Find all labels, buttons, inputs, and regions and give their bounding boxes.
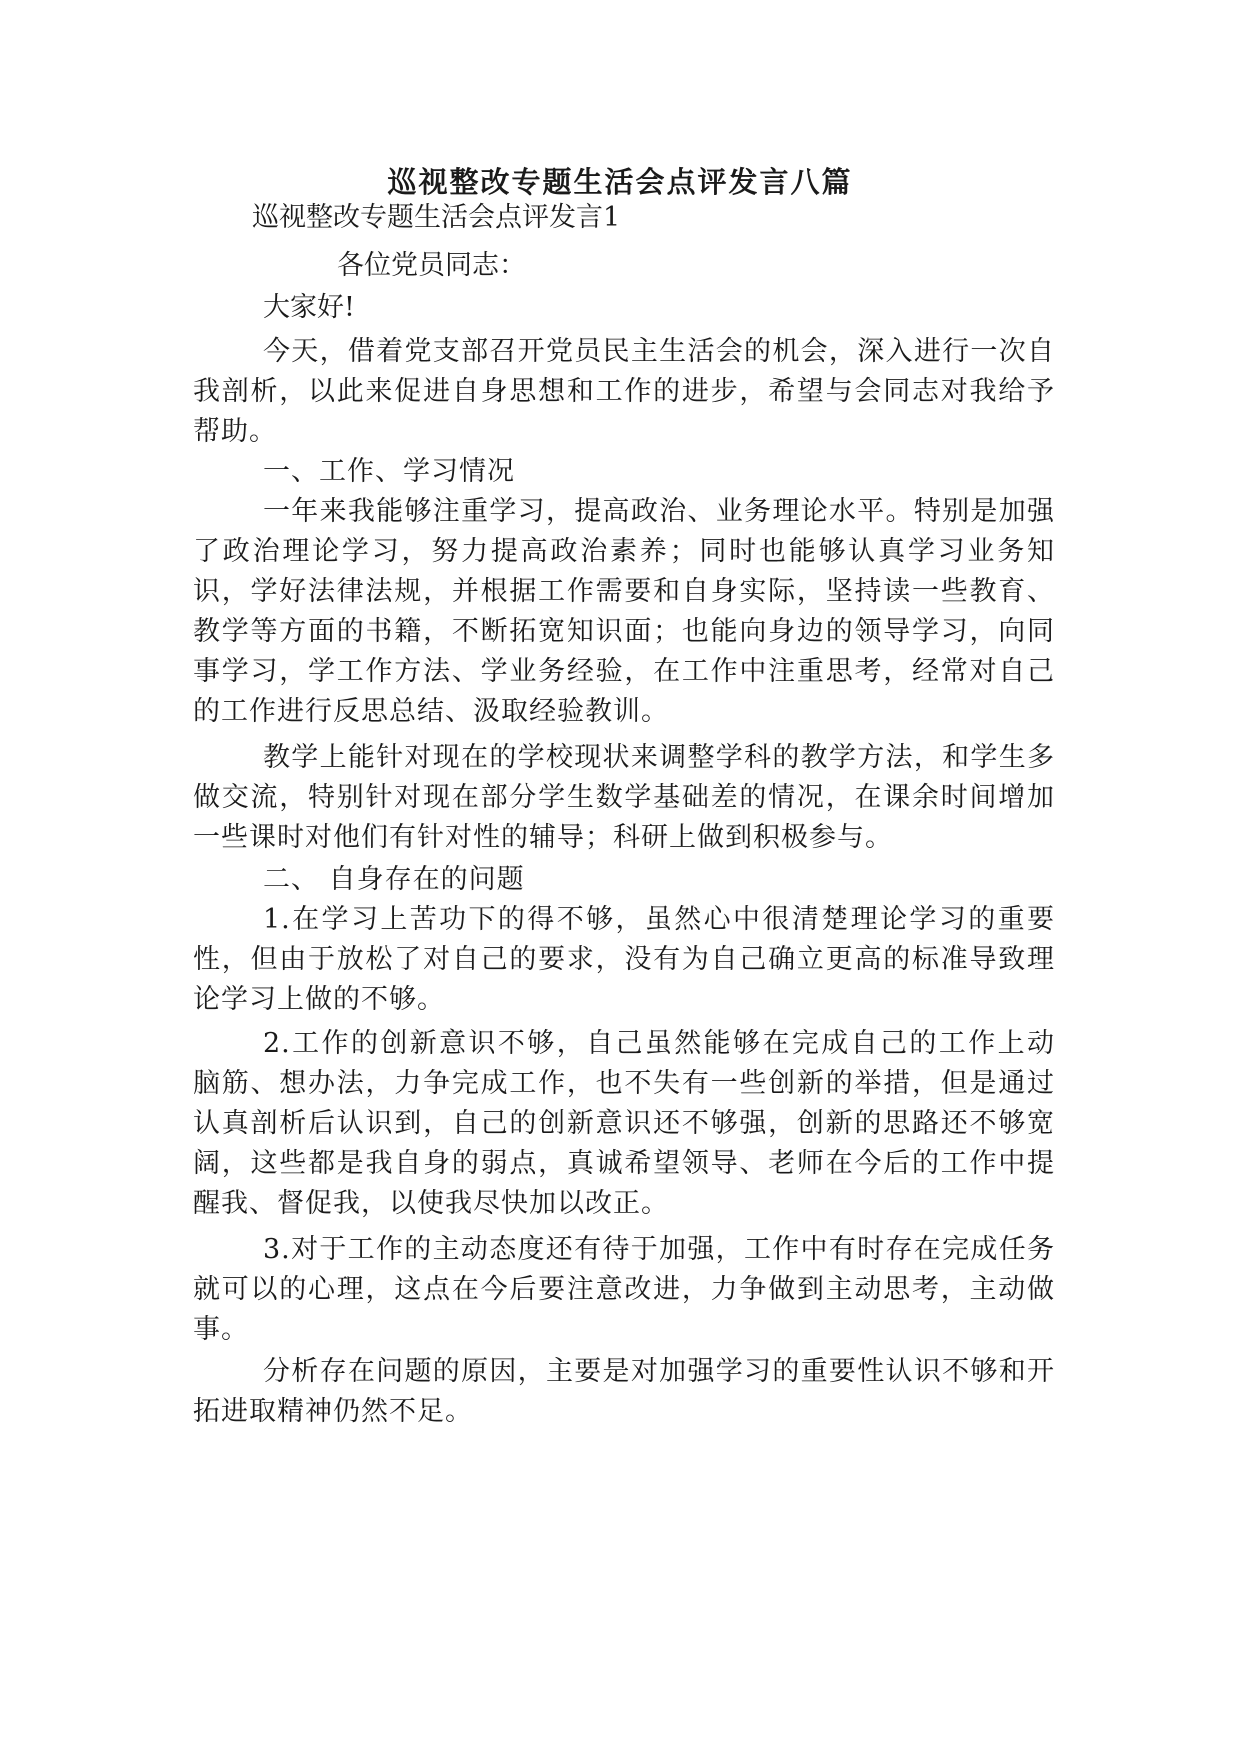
greeting: 大家好!	[263, 292, 355, 323]
paragraph-problem-2: 2.工作的创新意识不够，自己虽然能够在完成自己的工作上动 脑筋、想办法，力争完成工作，也不失有一些创新的举措，但是通过 认真剖析后认识到，自己的创新意识还不够强，创新的思路还不够宽 阔，这些都是我自身的弱点，真诚希望领导、老师在今后的工作中提 醒我、督促我，以使我尽快加以改正。	[193, 1028, 1055, 1219]
heading-work-study: 一、工作、学习情况	[263, 456, 515, 487]
paragraph-work-study: 一年来我能够注重学习，提高政治、业务理论水平。特别是加强了政治理论学习，努力提高政治素养；同时也能够认真学习业务知识，学好法律法规，并根据工作需要和自身实际，坚持读一些教育、 教学等方面的书籍，不断拓宽知识面；也能向身边的领导学习，向同 事学习，学工作方法、学业务经验，在工作中注重思考，经常对自己 的工作进行反思总结、汲取经验教训。	[193, 496, 1055, 727]
paragraph-causes: 分析存在问题的原因，主要是对加强学习的重要性认识不够和开拓进取精神仍然不足。	[193, 1356, 1055, 1427]
paragraph-problem-3: 3.对于工作的主动态度还有待于加强，工作中有时存在完成任务就可以的心理，这点在今后要注意改进，力争做到主动思考，主动做事。	[193, 1234, 1055, 1345]
heading-problems: 二、 自身存在的问题	[263, 864, 525, 895]
paragraph-teaching: 教学上能针对现在的学校现状来调整学科的教学方法，和学生多做交流，特别针对现在部分学生数学基础差的情况，在课余时间增加一些课时对他们有针对性的辅导；科研上做到积极参与。	[193, 742, 1055, 853]
paragraph-intro: 今天，借着党支部召开党员民主生活会的机会，深入进行一次自我剖析，以此来促进自身思想和工作的进步，希望与会同志对我给予帮助。	[193, 336, 1055, 447]
paragraph-problem-1: 1.在学习上苦功下的得不够，虽然心中很清楚理论学习的重要性，但由于放松了对自己的要求，没有为自己确立更高的标准导致理论学习上做的不够。	[193, 904, 1055, 1015]
section-heading: 巡视整改专题生活会点评发言1	[252, 202, 621, 233]
document-title: 巡视整改专题生活会点评发言八篇	[387, 165, 853, 199]
salutation: 各位党员同志：	[337, 250, 526, 281]
